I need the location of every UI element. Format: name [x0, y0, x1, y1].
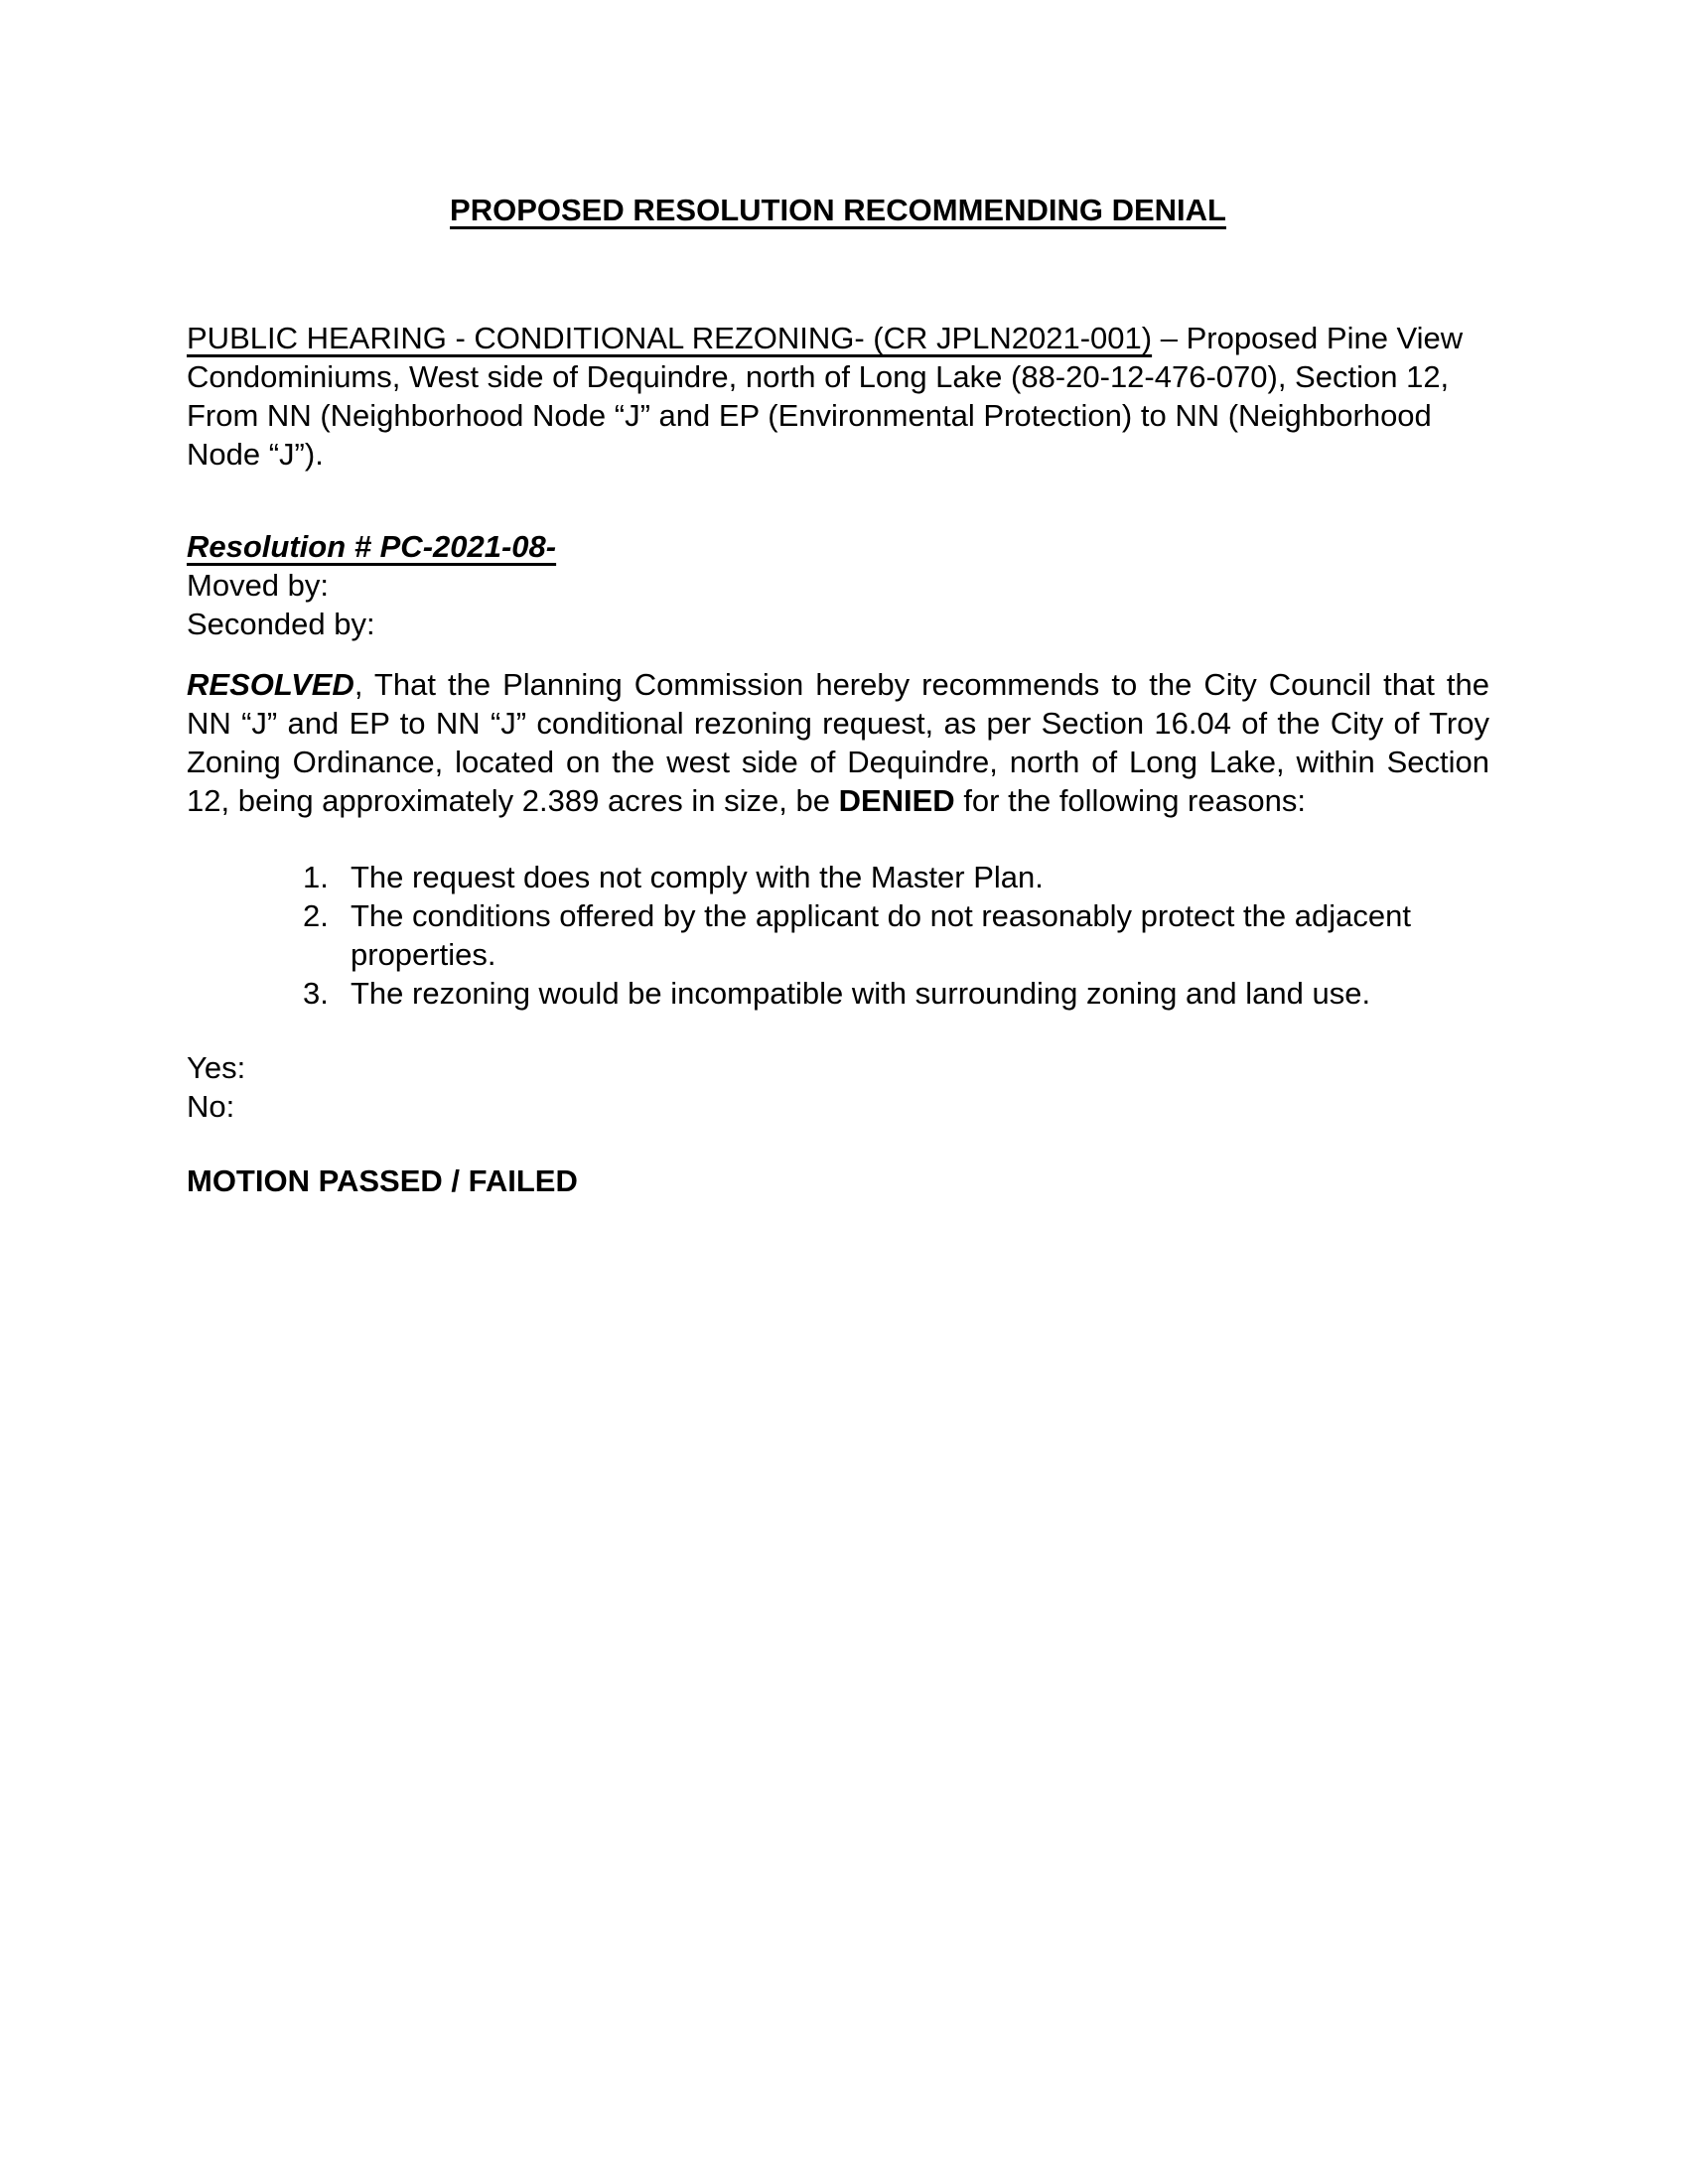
vote-block [187, 1048, 1489, 1126]
vote-yes-line: Yes: [187, 1050, 246, 1085]
resolved-lead-word: RESOLVED [187, 667, 354, 702]
resolution-number-line [187, 527, 1489, 566]
document-title [187, 191, 1489, 229]
resolved-body-after-denied: for the following reasons: [954, 783, 1306, 818]
resolution-number: Resolution # PC-2021-08- [187, 529, 557, 564]
reason-item-2: The conditions offered by the applicant do not reasonably protect the adjacent properties. [351, 898, 1411, 972]
resolved-body-before-denied: , That the Planning Commission hereby recommends to the City Council that the NN “J” and EP to NN “J” conditional rezoning request, as per Section 16.04 of the City of Troy Zoning Ordinance, located on the west side of Dequindre, north of Long Lake, within Section 12, being approximately 2.389 acres in size, be [187, 667, 1489, 818]
seconded-by-line: Seconded by: [187, 607, 375, 641]
reason-item-3: The rezoning would be incompatible with surrounding zoning and land use. [351, 976, 1371, 1011]
document-title-text: PROPOSED RESOLUTION RECOMMENDING DENIAL [450, 193, 1226, 227]
reason-item-1: The request does not comply with the Master Plan. [351, 860, 1044, 894]
public-hearing-paragraph [187, 319, 1489, 474]
resolution-block [187, 527, 1489, 643]
hearing-description: – Proposed Pine View Condominiums, West side of Dequindre, north of Long Lake (88-20-12-476-070), Section 12, From NN (Neighborhood Node “J” and EP (Environmental Protection) to NN (Neighborhood Node “J”). [187, 321, 1464, 472]
hearing-heading-underlined: PUBLIC HEARING - CONDITIONAL REZONING- (CR JPLN2021-001) [187, 321, 1153, 355]
reasons-list [303, 858, 1489, 1013]
denied-word: DENIED [838, 783, 955, 818]
resolved-paragraph [187, 665, 1489, 820]
vote-no-line: No: [187, 1089, 235, 1124]
motion-result-line: MOTION PASSED / FAILED [187, 1163, 578, 1198]
moved-by-line: Moved by: [187, 568, 330, 603]
